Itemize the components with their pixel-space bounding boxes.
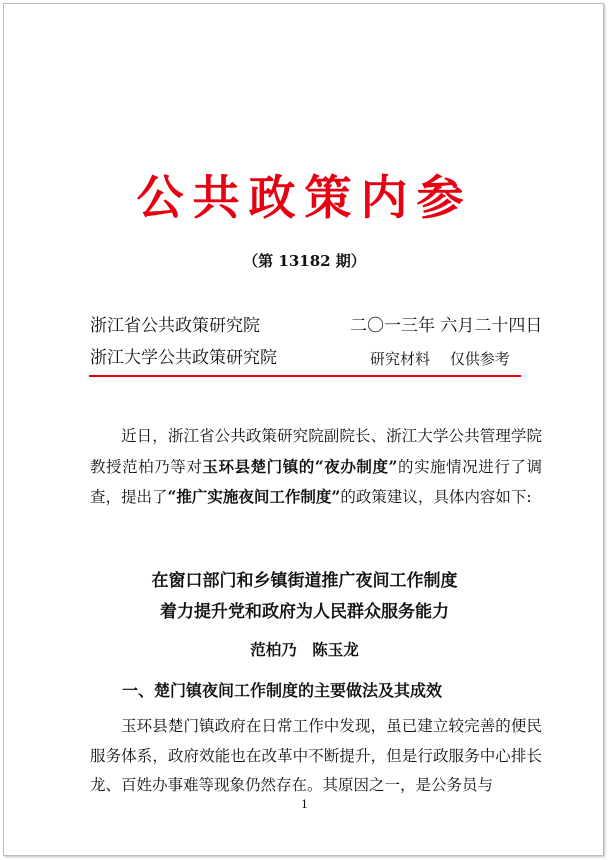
institute-name-1: 浙江省公共政策研究院 — [90, 316, 260, 336]
section-1-paragraph — [90, 712, 542, 801]
article-title-line-2: 着力提升党和政府为人民群众服务能力 — [160, 602, 449, 622]
reference-note: 研究材料 仅供参考 — [370, 350, 510, 368]
article-title-line-1: 在窗口部门和乡镇街道推广夜间工作制度 — [151, 571, 458, 591]
issue-number: （第 13182 期） — [243, 252, 366, 270]
intro-text-2: 的实施情况进行了调查，提出了 — [90, 457, 542, 506]
section-1-heading: 一、楚门镇夜间工作制度的主要做法及其成效 — [122, 681, 443, 700]
intro-text-1: 近日，浙江省公共政策研究院副院长、浙江大学公共管理学院教授范柏乃等对 — [90, 427, 542, 476]
intro-paragraph — [90, 422, 542, 513]
masthead-title: 公共政策内参 — [136, 171, 473, 226]
issue-date: 二〇一三年 六月二十四日 — [350, 316, 543, 336]
document-page — [3, 3, 604, 856]
intro-bold-1: 玉环县楚门镇的“夜办制度” — [202, 456, 398, 476]
page-number: 1 — [301, 798, 308, 811]
header-divider — [89, 375, 521, 377]
section-1-text: 玉环县楚门镇政府在日常工作中发现，虽已建立较完善的便民服务体系，政府效能也在改革中不断提升，但是行政服务中心排长龙、百姓办事难等现象仍然存在。其原因之一，是公务员与 — [90, 717, 542, 794]
institute-name-2: 浙江大学公共政策研究院 — [90, 348, 277, 368]
intro-bold-2: “推广实施夜间工作制度” — [167, 487, 341, 506]
intro-text-3: 的政策建议，具体内容如下: — [340, 488, 532, 506]
article-authors: 范柏乃 陈玉龙 — [250, 640, 359, 659]
